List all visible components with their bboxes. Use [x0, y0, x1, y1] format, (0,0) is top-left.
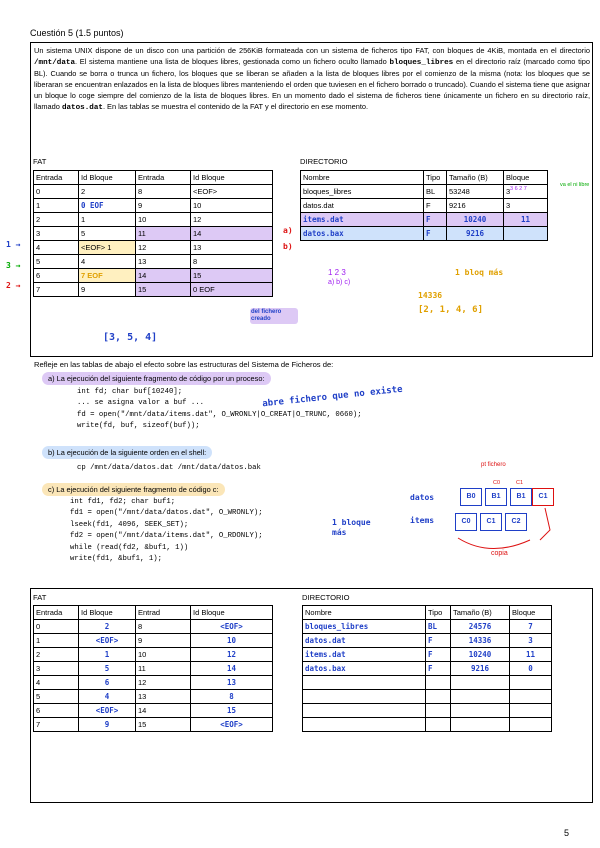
mount-path: /mnt/data: [34, 58, 76, 67]
table-row: 7 9 15 <EOF>: [34, 718, 273, 732]
table-row: 2 1 10 12: [34, 648, 273, 662]
block: B0: [460, 488, 482, 506]
option-c: c) La ejecución del siguiente fragmento de código c:: [42, 483, 225, 496]
code-c: [70, 497, 263, 565]
copy-label: copia: [491, 550, 508, 557]
table-row: 1 <EOF> 9 10: [34, 634, 273, 648]
code-line: lseek(fd1, 4096, SEEK_SET);: [70, 520, 189, 529]
fat-caption: FAT: [33, 157, 47, 166]
option-a: a) La ejecución del siguiente fragmento de código por un proceso:: [42, 372, 271, 385]
table-row: items.dat F 10240 11: [301, 213, 548, 227]
code-line: write(fd, buf, sizeof(buf));: [77, 422, 200, 431]
table-row: 6 <EOF> 14 15: [34, 704, 273, 718]
directory-caption-answer: DIRECTORIO: [302, 593, 350, 602]
table-row: 7 9 15 0 EOF: [34, 283, 273, 297]
table-row: [303, 704, 552, 718]
order-letters: a) b) c): [328, 279, 351, 286]
note-a: abre fichero que no existe: [261, 384, 404, 410]
table-row: items.dat F 10240 11: [303, 648, 552, 662]
question-title: Cuestión 5 (1.5 puntos): [30, 28, 124, 38]
block: B1: [510, 488, 532, 506]
arrow-1: 1 →: [6, 240, 21, 249]
block-list: [2, 1, 4, 6]: [418, 305, 484, 315]
code-line: int fd; char buf[10240];: [77, 388, 183, 396]
directory-caption: DIRECTORIO: [300, 157, 348, 166]
table-row: bloques_libres BL 24576 7: [303, 620, 552, 634]
row-label-a: a): [283, 226, 293, 235]
page-number: 5: [564, 828, 570, 838]
table-row: 5 4 13 8: [34, 690, 273, 704]
table-row: 0 2 8 <EOF>: [34, 620, 273, 634]
code-line: fd = open("/mnt/data/items.dat", O_WRONLY|O_CREAT|O_TRUNC, 0660);: [77, 410, 362, 419]
order-numbers: 1 2 3: [328, 268, 346, 277]
table-row: datos.bax F 9216: [301, 227, 548, 241]
code-line: fd2 = open("/mnt/data/items.dat", O_RDONLY);: [70, 532, 263, 541]
table-row: 4 6 12 13: [34, 676, 273, 690]
table-row: datos.bax F 9216 0: [303, 662, 552, 676]
table-row: [303, 690, 552, 704]
free-scribble: 3 6 2 7: [510, 186, 527, 192]
table-row: 4 <EOF> 1 12 13: [34, 241, 273, 255]
table-row: 3 5 11 14: [34, 227, 273, 241]
fat-caption-answer: FAT: [33, 593, 47, 602]
table-header: Nombre Tipo Tamaño (B) Bloque: [301, 171, 548, 185]
table-row: datos.dat F 14336 3: [303, 634, 552, 648]
free-list-name: bloques_libres: [389, 58, 454, 67]
code-b: cp /mnt/data/datos.dat /mnt/data/datos.bak: [77, 464, 261, 472]
arrow-3: 3 →: [6, 261, 21, 270]
table-row: 1 0 EOF 9 10: [34, 199, 273, 213]
file-name: datos.dat: [61, 103, 103, 112]
fat-note: del fichero creado: [250, 308, 298, 324]
table-row: 3 5 11 14: [34, 662, 273, 676]
code-line: while (read(fd2, &buf1, 1)): [70, 543, 189, 552]
code-line: fd1 = open("/mnt/data/datos.dat", O_WRONLY);: [70, 509, 263, 518]
table-row: [303, 718, 552, 732]
directory-table-answer: [302, 605, 552, 732]
table-row: 0 2 8 <EOF>: [34, 185, 273, 199]
table-row: 2 1 10 12: [34, 213, 273, 227]
block: C0: [455, 513, 477, 531]
diagram-datos-label: datos: [410, 493, 435, 502]
table-row: 5 4 13 8: [34, 255, 273, 269]
intro-paragraph: Un sistema UNIX dispone de un disco con una partición de 256KiB formateada con un sistema de ficheros tipo FAT, con bloques de 4KiB, montada en el directorio /mnt/data. El sistema mantiene una lista de bloques libres, gestionada como un fichero oculto llamado bloques_libres en el directorio raíz (marcado como tipo BL). Cuando se borra o trunca un fichero, los bloques que se liberan se añaden a la lista de bloques libres por el comienzo de la misma (nota: los bloques que se liberaran se encuentran enlazados en la lista de bloques libres manteniendo el orden que tuviesen en el fichero borrado o truncado). Cuando el sistema tiene que asignar un bloque lo coge siempre del comienzo de la lista de bloques libres. En un momento dado el sistema de ficheros tiene únicamente un fichero en su directorio raíz, llamado datos.dat. En las tablas se muestra el contenido de la FAT y el directorio en ese momento.: [34, 46, 590, 112]
row-label-b: b): [283, 242, 293, 251]
code-line: ... se asigna valor a buf ...: [77, 399, 204, 408]
code-line: write(fd1, &buf1, 1);: [70, 555, 162, 564]
block: B1: [485, 488, 507, 506]
table-row: datos.dat F 9216 3: [301, 199, 548, 213]
directory-table-initial: [300, 170, 548, 241]
diagram-items-label: items: [410, 516, 435, 525]
block: C2: [505, 513, 527, 531]
code-line: int fd1, fd2; char buf1;: [70, 498, 176, 506]
table-header: Entrada Id Bloque Entrada Id Bloque: [34, 171, 273, 185]
blocks-more-note: 1 bloq más: [455, 268, 504, 277]
block: C1: [480, 513, 502, 531]
note-c: 1 bloque más: [332, 518, 371, 537]
option-b: b) La ejecución de la siguiente orden en el shell:: [42, 446, 212, 459]
block-sup: C1: [516, 480, 524, 486]
new-size: 14336: [418, 291, 443, 300]
table-header: Entrada Id Bloque Entrad Id Bloque: [34, 606, 273, 620]
block: C1: [532, 488, 554, 506]
block-sup: C0: [493, 480, 501, 486]
pointer-label: pt fichero: [481, 462, 506, 468]
fat-table-answer: [33, 605, 273, 732]
table-header: Nombre Tipo Tamaño (B) Bloque: [303, 606, 552, 620]
table-row: 6 7 EOF 14 15: [34, 269, 273, 283]
fat-table-initial: [33, 170, 273, 297]
chain-list: [3, 5, 4]: [103, 332, 158, 343]
table-row: [303, 676, 552, 690]
arrow-2: 2 →: [6, 281, 21, 290]
table-row: bloques_libres BL 53248 3: [301, 185, 548, 199]
reflect-instruction: Refleje en las tablas de abajo el efecto sobre las estructuras del Sistema de Ficheros de:: [34, 360, 334, 369]
free-note: va el ni libre: [560, 182, 590, 188]
